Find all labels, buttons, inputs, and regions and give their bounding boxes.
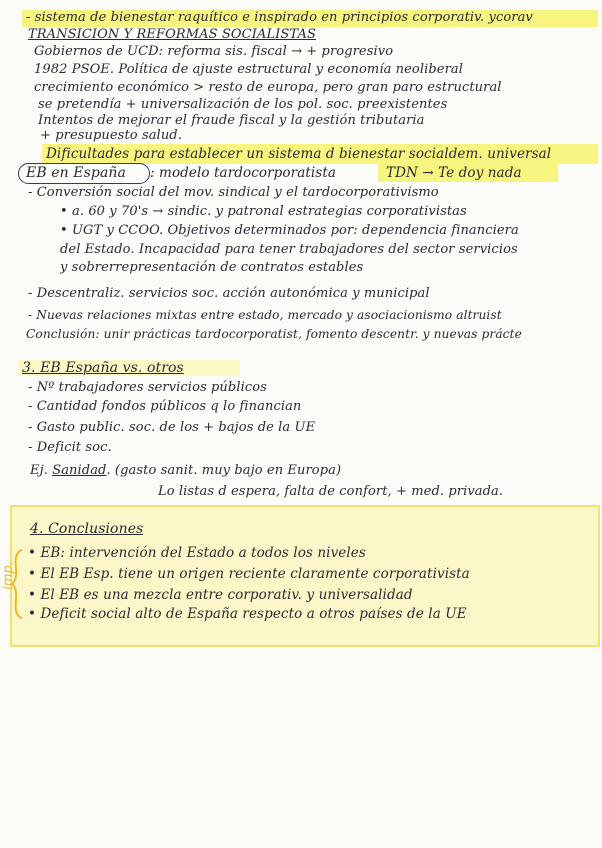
s2-line-2: • a. 60 y 70's → sindic. y patronal estrategias corporativistas (60, 204, 467, 219)
s2-line-1: - Conversión social del mov. sindical y el tardocorporativismo (28, 185, 439, 200)
body-line-4: se pretendía + universalización de los pol. soc. preexistentes (38, 97, 448, 112)
body-line-5: Intentos de mejorar el fraude fiscal y la gestión tributaria (38, 113, 425, 128)
s4-bullet-1: • EB: intervención del Estado a todos los niveles (28, 545, 366, 561)
s4-bullet-2: • El EB Esp. tiene un origen reciente claramente corporativista (28, 566, 470, 582)
s3-line-1: - Nº trabajadores servicios públicos (28, 380, 267, 395)
imp-label: imp. (0, 561, 16, 590)
section4-title: 4. Conclusiones (30, 521, 144, 537)
s2-conclusion: Conclusión: unir prácticas tardocorporatist, fomento descentr. y nuevas prácte (26, 327, 522, 341)
eb-espana-label: EB en España (26, 165, 126, 181)
body-line-1: Gobiernos de UCD: reforma sis. fiscal → + progresivo (34, 44, 394, 59)
section3-title: 3. EB España vs. otros (22, 360, 184, 376)
ej-prefix: Ej. (30, 463, 53, 478)
s3-example (30, 463, 341, 479)
s2-line-5: y sobrerrepresentación de contratos estables (60, 260, 364, 275)
s3-line-2: - Cantidad fondos públicos q lo financian (28, 399, 302, 414)
s4-bullet-4: • Deficit social alto de España respecto a otros países de la UE (28, 606, 467, 622)
s3-line-3: - Gasto public. soc. de los + bajos de la UE (28, 420, 316, 435)
heading-transicion: TRANSICIÓN Y REFORMAS SOCIALISTAS (28, 27, 316, 42)
section2-title: Dificultades para establecer un sistema d bienestar socialdem. universal (46, 146, 552, 162)
body-line-2: 1982 PSOE. Política de ajuste estructural y economía neoliberal (34, 62, 464, 77)
s4-bullet-3: • El EB es una mezcla entre corporativ. y universalidad (28, 587, 413, 603)
eb-model-text: : modelo tardocorporatista (150, 165, 336, 181)
s3-line-4: - Deficit soc. (28, 440, 112, 455)
s3-example-line2: Lo listas d espera, falta de confort, + med. privada. (158, 484, 504, 499)
s2-line-3: • UGT y CCOO. Objetivos determinados por: dependencia financiera (60, 223, 519, 238)
intro-line: - sistema de bienestar raquítico e inspirado en principios corporativ. ycorav (26, 10, 533, 25)
s2-line-7: - Nuevas relaciones mixtas entre estado, mercado y asociacionismo altruist (28, 308, 502, 322)
ej-rest: . (gasto sanit. muy bajo en Europa) (106, 463, 342, 478)
body-line-3: crecimiento económico > resto de europa, pero gran paro estructural (34, 80, 502, 95)
ej-sanidad: Sanidad (52, 463, 107, 478)
s2-line-6: - Descentraliz. servicios soc. acción autonómica y municipal (28, 286, 430, 301)
s2-line-4: del Estado. Incapacidad para tener trabajadores del sector servicios (60, 242, 518, 257)
body-line-6: + presupuesto salud. (40, 128, 182, 143)
tdn-note: TDN → Te doy nada (386, 165, 522, 181)
